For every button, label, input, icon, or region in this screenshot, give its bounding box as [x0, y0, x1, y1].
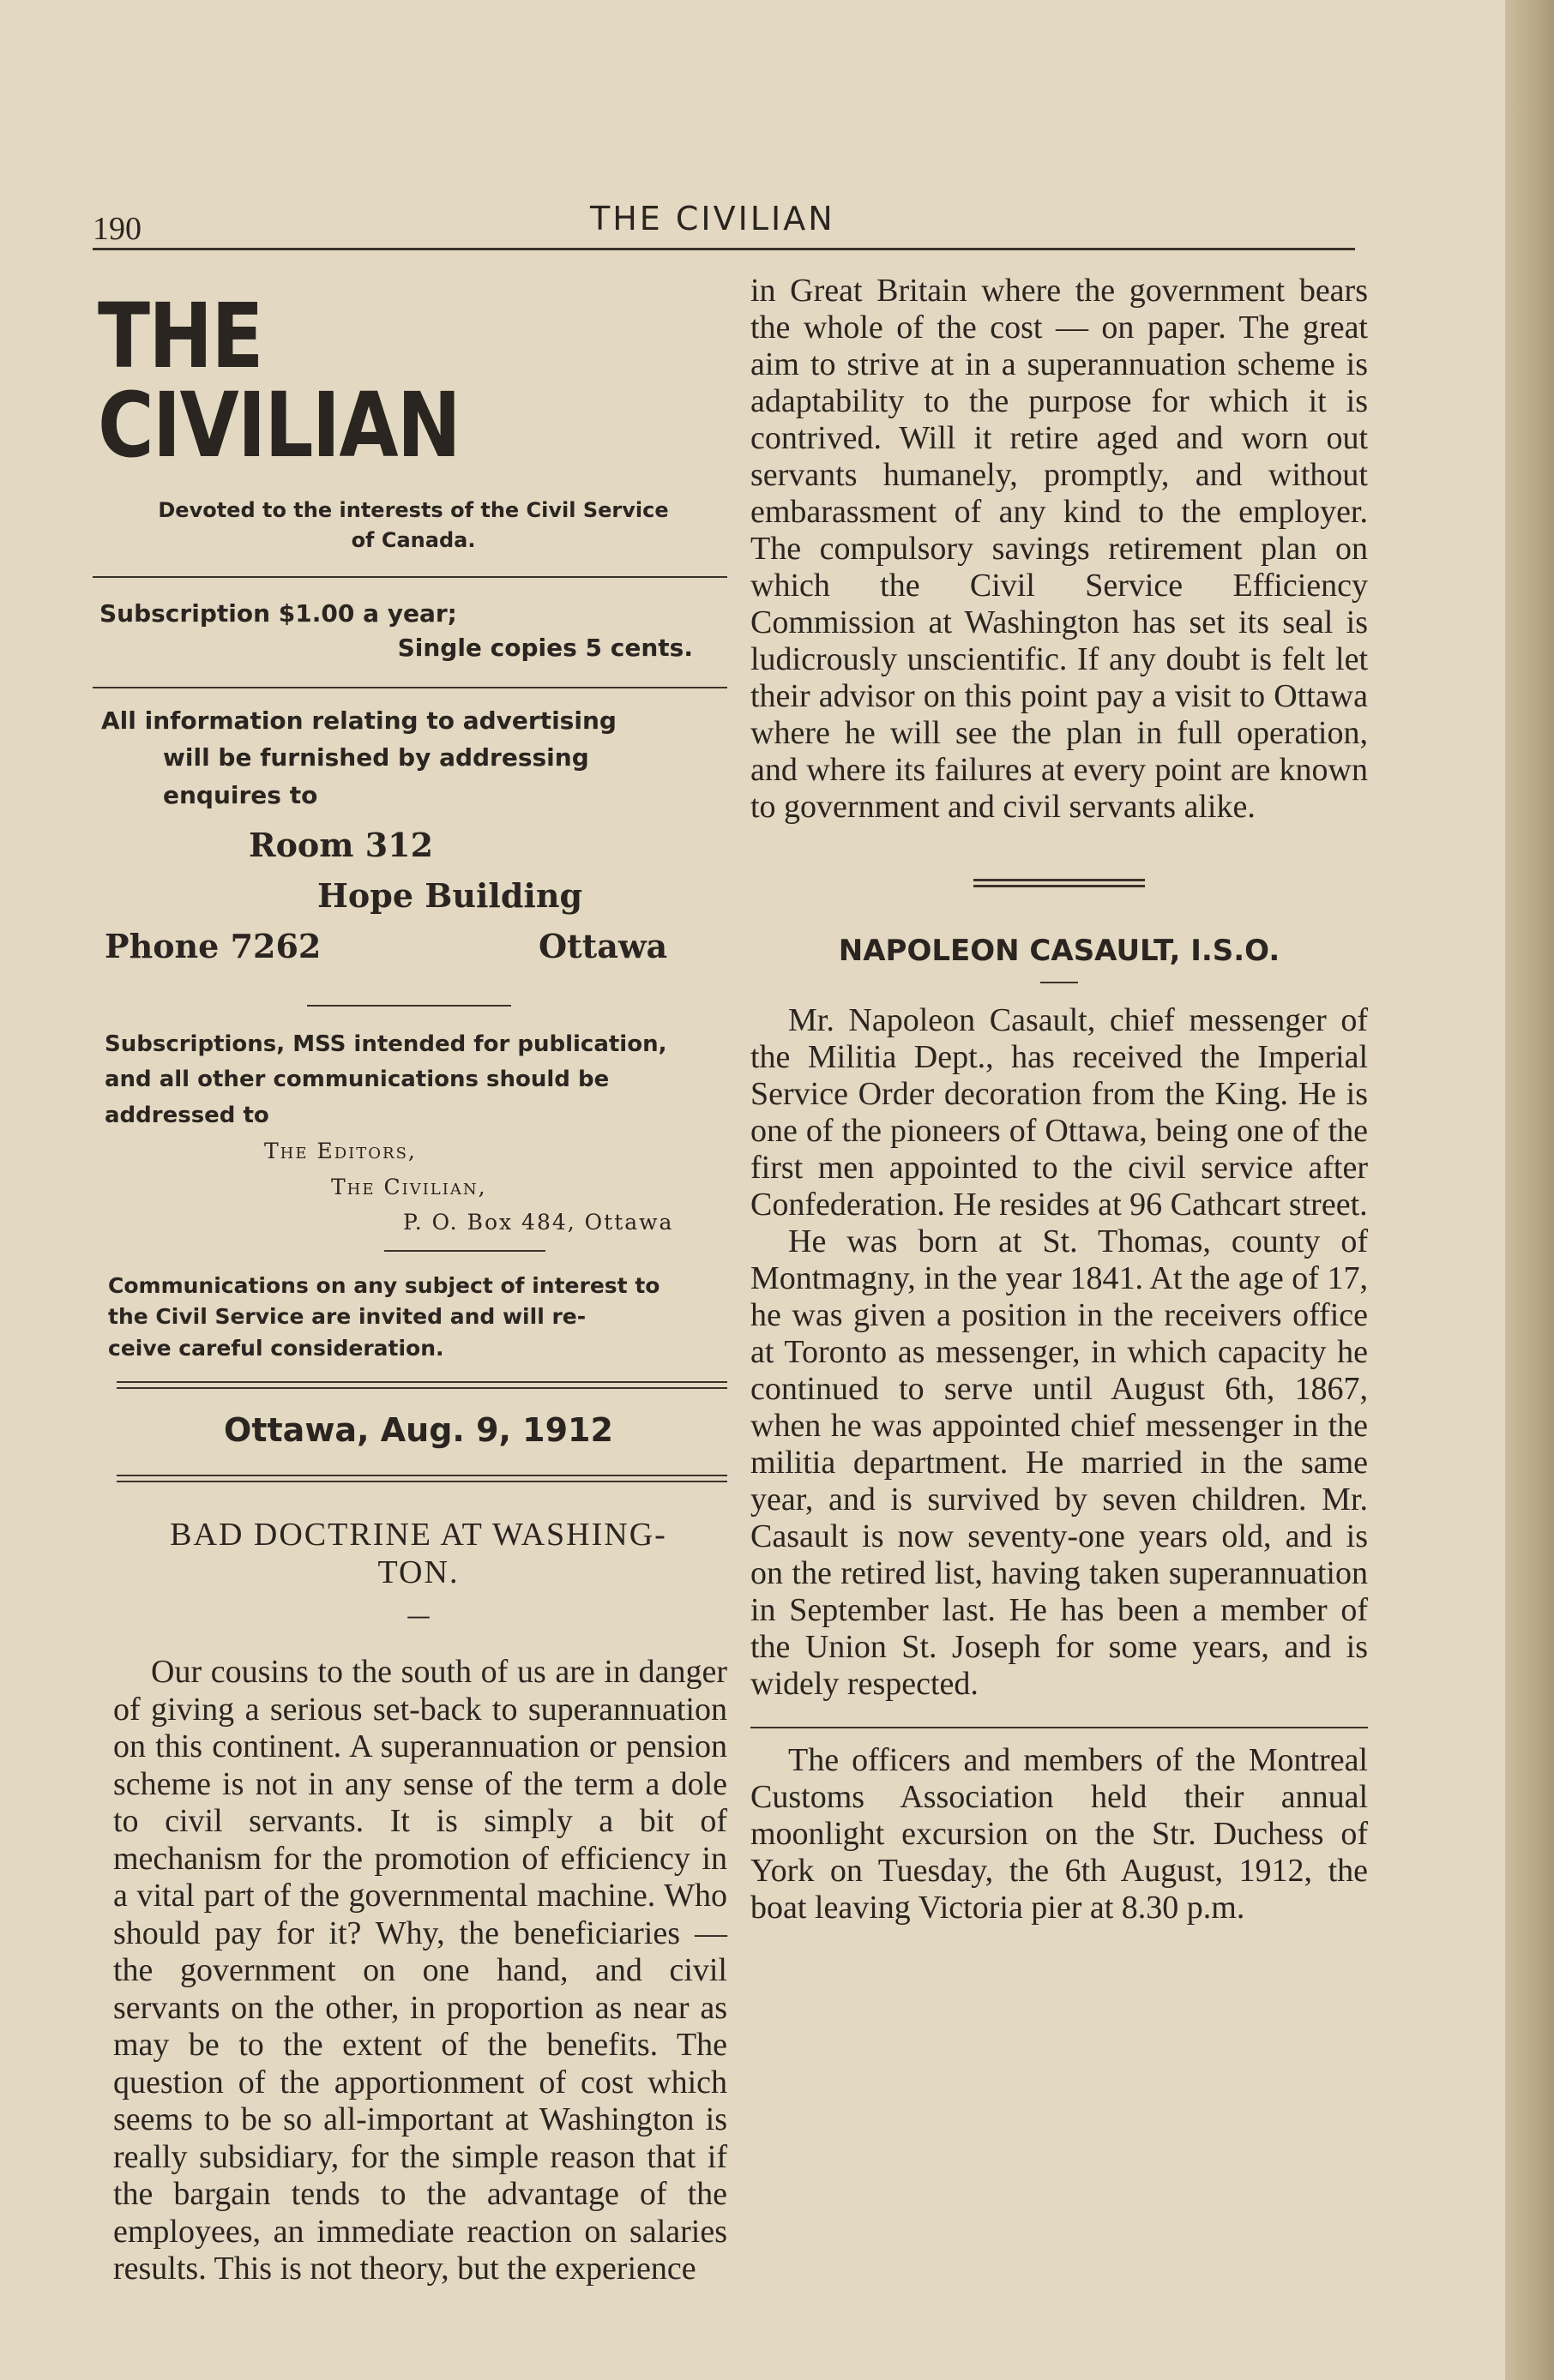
- section-divider: [93, 687, 727, 688]
- title-dash: —: [407, 1602, 431, 1631]
- title-dash: [1040, 982, 1078, 983]
- communications-line: Communications on any subject of interest to: [108, 1273, 660, 1299]
- advertising-line: All information relating to advertising: [101, 706, 617, 735]
- editors-address: [93, 1133, 727, 1240]
- advertising-line: will be furnished by addressing: [163, 743, 589, 772]
- article-title: [93, 1517, 727, 1591]
- page-number: 190: [93, 211, 142, 247]
- article-title: NAPOLEON CASAULT, I.S.O.: [838, 934, 1280, 968]
- masthead-tagline: [93, 496, 727, 556]
- issue-dateline: Ottawa, Aug. 9, 1912: [224, 1410, 613, 1449]
- article-paragraph: in Great Britain where the government bears the whole of the cost — on paper. The great aim to strive at in a superannuation scheme is adaptability to the purpose for which it is contrived. Will it retire aged and worn out servants humanely, promptly, and without embarassment of any kind to the employer. The compulsory savings retirement plan on which the Civil Service Efficiency Commission at Washington has set its seal is ludicrously unscientific. If any doubt is felt let their advisor on this point pay a visit to Ottawa where he will see the plan in full operation, and where its failures at every point are known to government and civil servants alike.: [750, 273, 1368, 825]
- building-name: Hope Building: [317, 875, 583, 915]
- article-paragraph: Mr. Napoleon Casault, chief messenger of the Militia Dept., has received the Imperial Service Order decoration from the King. He is one of the pioneers of Ottawa, being one of the first men appointed to the civil service after Confederation. He resides at 96 Cathcart street.: [750, 1002, 1368, 1223]
- advertising-line: enquires to: [163, 780, 318, 809]
- tagline-line: Devoted to the interests of the Civil Service: [158, 498, 669, 522]
- editors-line: The Civilian,: [331, 1174, 487, 1199]
- article-body-left: [113, 1654, 727, 2288]
- office-address: [93, 820, 727, 972]
- room-number: Room 312: [249, 825, 434, 864]
- communications-line: the Civil Service are invited and will re-: [108, 1304, 587, 1330]
- article-paragraph: The officers and members of the Montreal Customs Association held their annual moonlight excursion on the Str. Duchess of York on Tuesday, the 6th August, 1912, the boat leaving Victoria pier at 8.30 p.m.: [750, 1742, 1368, 1926]
- communications-line: ceive careful consideration.: [108, 1335, 444, 1361]
- editors-line: P. O. Box 484, Ottawa: [403, 1209, 674, 1235]
- article-end-divider: [973, 879, 1145, 887]
- section-divider: [93, 576, 727, 578]
- short-divider: [384, 1250, 545, 1252]
- article-paragraph: He was born at St. Thomas, county of Montmagny, in the year 1841. At the age of 17, he was given a position in the receivers office at Toronto as messenger, in which capacity he continued to serve until August 6th, 1867, when he was appointed chief messenger in the militia department. He married in the same year, and is survived by seven children. Mr. Casault is now seventy-one years old, and is on the retired list, having taken superannuation in September last. He has been a member of the Union St. Joseph for some years, and is widely respected.: [750, 1223, 1368, 1702]
- section-divider: [750, 1727, 1368, 1728]
- phone-row: [93, 922, 727, 972]
- header-rule: [93, 248, 1355, 250]
- article-body: [750, 1002, 1368, 1703]
- running-title: THE CIVILIAN: [590, 200, 835, 237]
- mss-notice: [93, 1027, 727, 1134]
- subscription-price: Subscription $1.00 a year;: [99, 598, 457, 628]
- city-name: Ottawa: [539, 926, 668, 965]
- running-head: [93, 193, 1353, 247]
- page-binding-edge: [1505, 0, 1554, 2380]
- tagline-line: of Canada.: [351, 527, 476, 552]
- article-title-line: TON.: [377, 1554, 460, 1590]
- mss-line: and all other communications should be: [105, 1067, 610, 1093]
- article-paragraph: Our cousins to the south of us are in danger of giving a serious set-back to superannuation on this continent. A superannuation or pension scheme is not in any sense of the term a dole to civil servants. It is simply a bit of mechanism for the promotion of efficiency in a vital part of the governmental machine. Who should pay for it? Why, the beneficiaries — the government on one hand, and civil servants on the other, in proportion as near as may be to the extent of the benefits. The question of the apportionment of cost which seems to be so all-important at Washington is really subsidiary, for the simple reason that if the bargain tends to the advantage of the employees, an immediate reaction on salaries results. This is not theory, but the experience: [113, 1654, 727, 2287]
- advertising-notice: [93, 702, 727, 814]
- right-column: [750, 273, 1368, 1926]
- article-body-right: [750, 273, 1368, 826]
- communications-notice: [93, 1271, 727, 1364]
- short-divider: [307, 1005, 511, 1007]
- mss-line: Subscriptions, MSS intended for publication,: [105, 1031, 667, 1057]
- article-title-line: BAD DOCTRINE AT WASHING-: [170, 1516, 667, 1553]
- double-divider: [117, 1475, 727, 1482]
- editors-line: The Editors,: [264, 1139, 417, 1164]
- left-column: [93, 257, 727, 2288]
- masthead-title: THE CIVILIAN: [98, 284, 461, 478]
- mss-line: addressed to: [105, 1102, 269, 1128]
- article-body: [750, 1742, 1368, 1926]
- single-copy-price: Single copies 5 cents.: [397, 634, 693, 663]
- phone-number: Phone 7262: [105, 926, 322, 965]
- double-divider: [117, 1381, 727, 1389]
